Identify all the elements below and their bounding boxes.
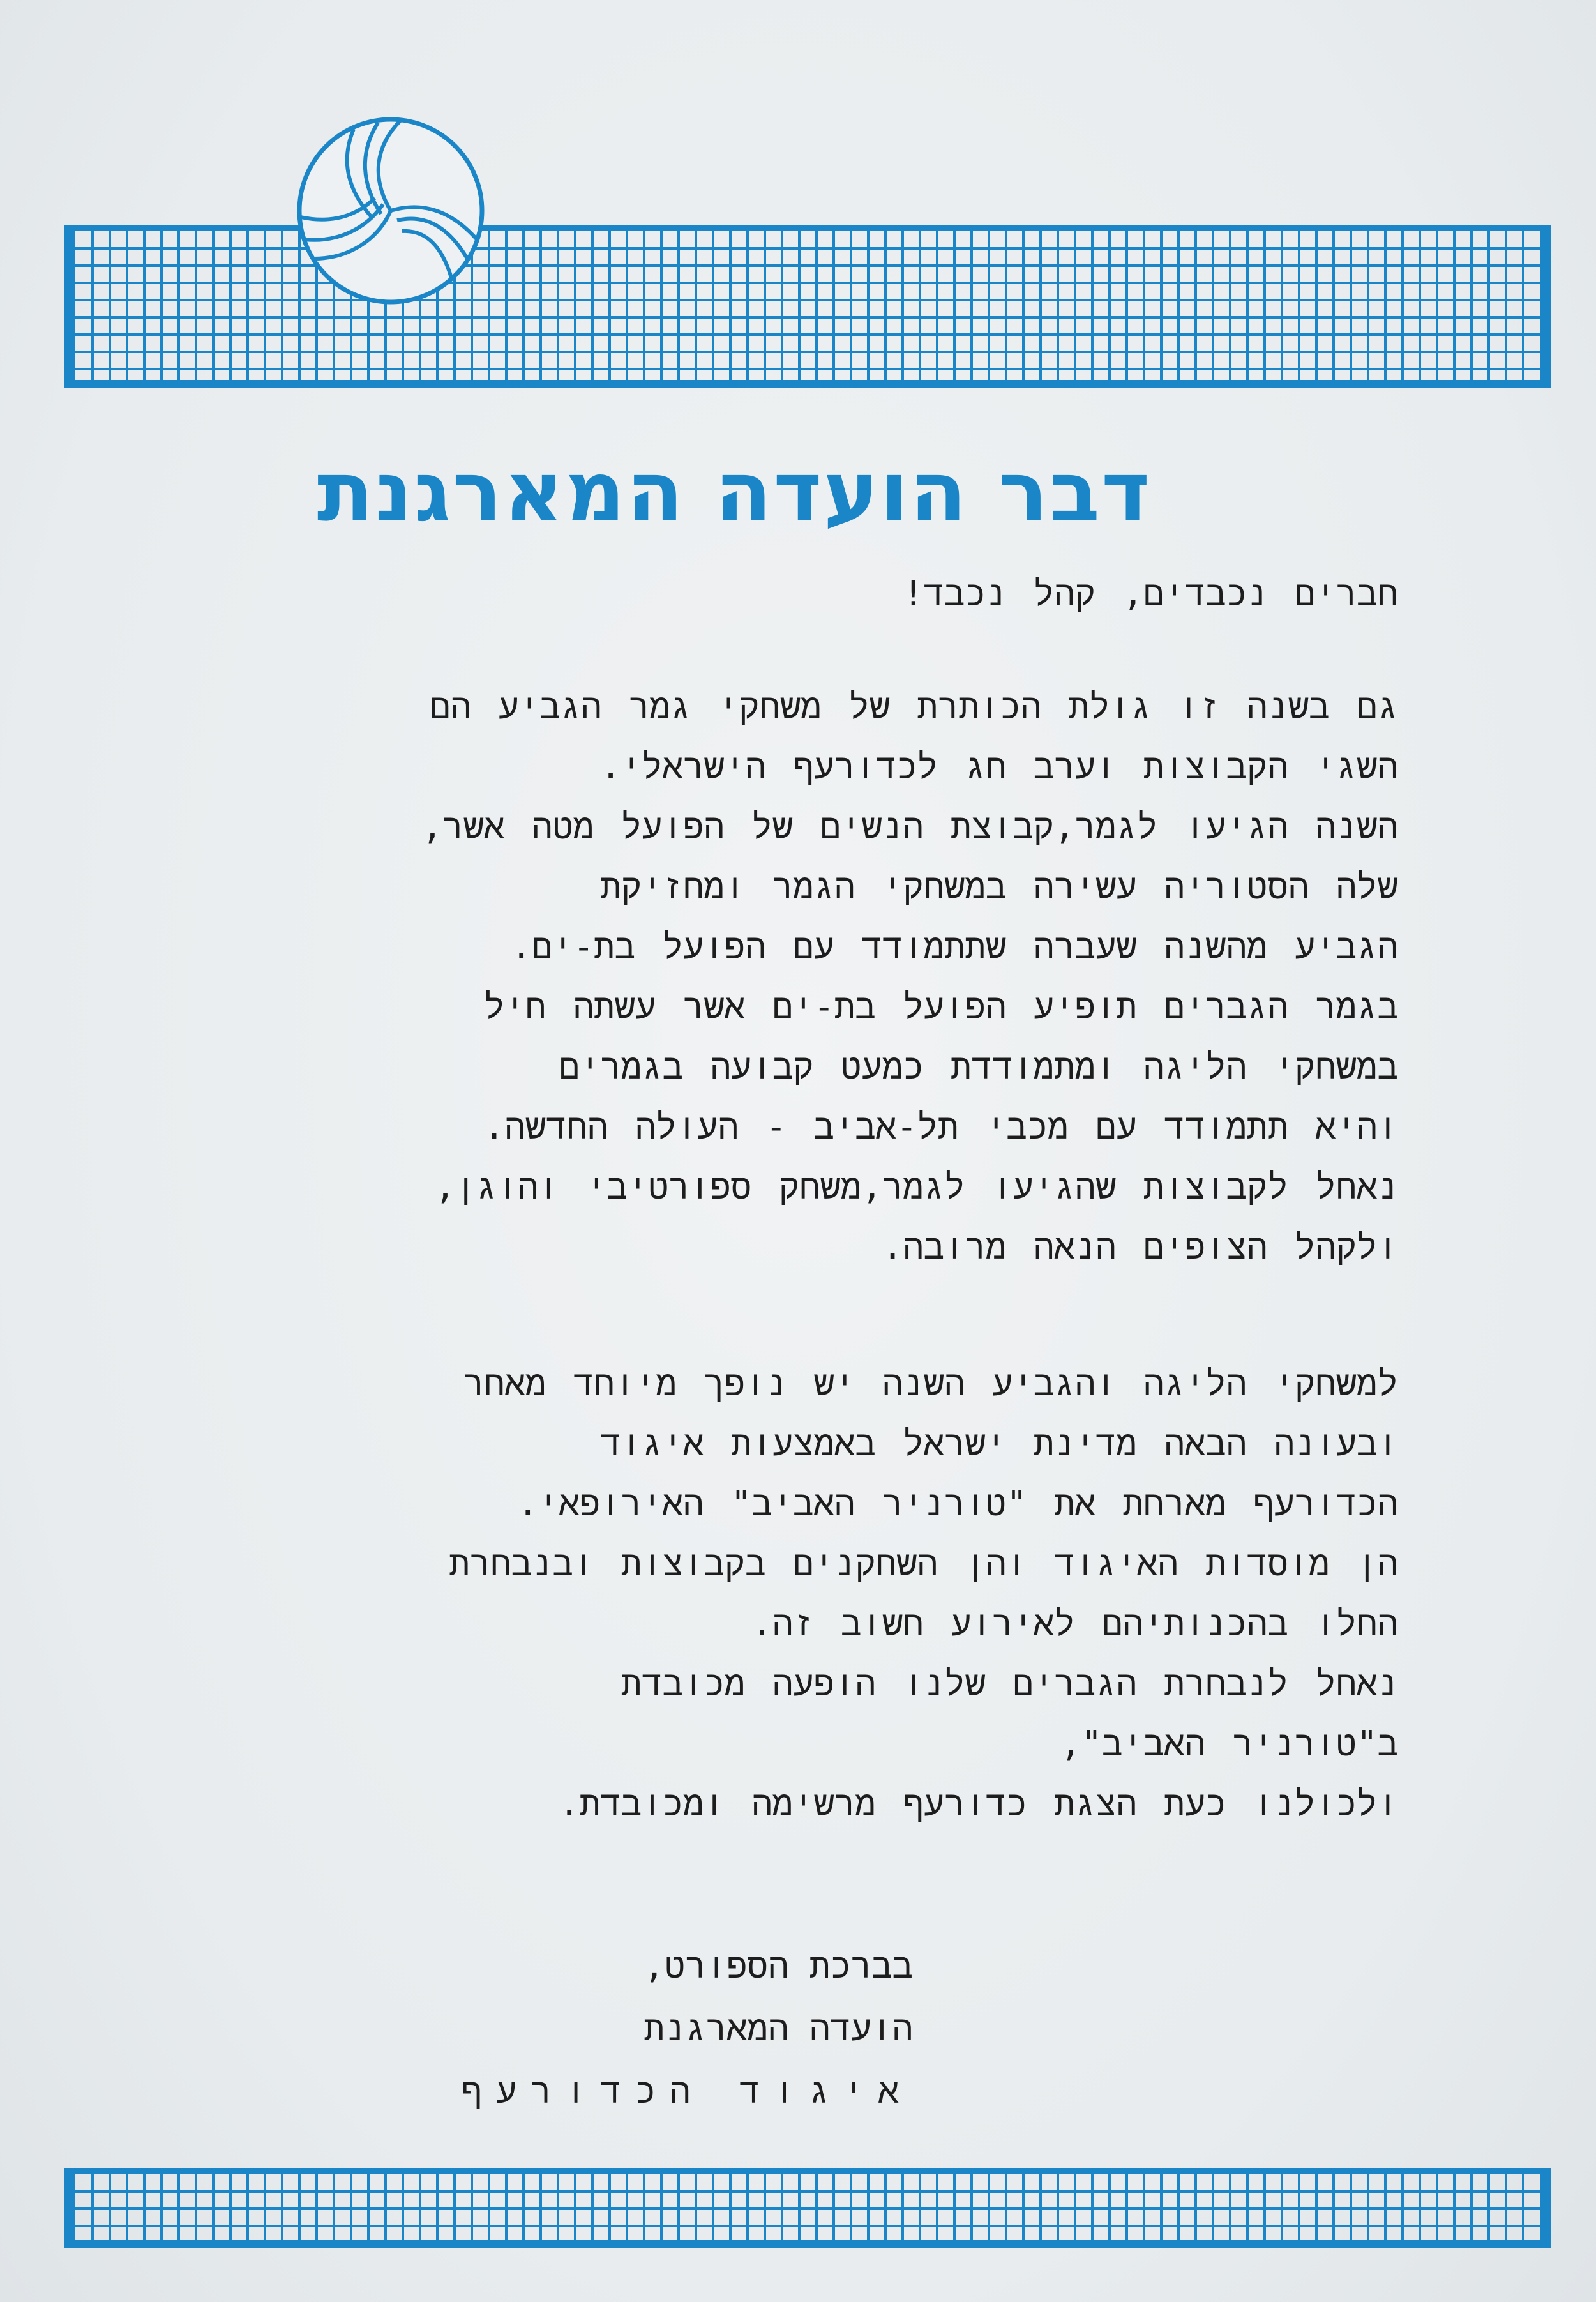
signature-closing: בברכת הספורט,	[644, 1946, 913, 1986]
letter-paragraph-2	[262, 1354, 1398, 1834]
text-line: במשחקי הליגה ומתמודדת כמעט קבועה בגמרים	[559, 1047, 1398, 1087]
text-line: ולכולנו כעת הצגת כדורעף מרשימה ומכובדת.	[559, 1783, 1398, 1824]
volleyball-icon	[295, 115, 486, 307]
signature-committee: הועדה המארגנת	[644, 2008, 913, 2048]
net-pattern-icon	[64, 225, 1551, 388]
text-line: בגמר הגברים תופיע הפועל בת-ים אשר עשתה חיל	[484, 987, 1398, 1027]
text-line: הן מוסדות האיגוד והן השחקנים בקבוצות ובנבחרת	[449, 1543, 1398, 1584]
text-line: הכדורעף מארחת את "טורניר האביב" האירופאי.	[517, 1483, 1398, 1524]
text-line: נאחל לנבחרת הגברים שלנו הופעה מכובדת	[621, 1663, 1398, 1704]
net-banner-bottom	[64, 2168, 1551, 2248]
page-title: דבר הועדה המארגנת	[317, 443, 1152, 540]
text-line: נאחל לקבוצות שהגיעו לגמר,משחק ספורטיבי והוגן,	[435, 1167, 1398, 1207]
text-line: שלה הסטוריה עשירה במשחקי הגמר ומחזיקת	[600, 867, 1398, 907]
text-line: החלו בהכנותיהם לאירוע חשוב זה.	[751, 1603, 1398, 1644]
net-pattern-icon	[64, 2168, 1551, 2248]
text-line: למשחקי הליגה והגביע השנה יש נופך מיוחד מאחר	[463, 1363, 1398, 1404]
letter-paragraph-1	[262, 677, 1398, 1277]
text-line: ולקהל הצופים הנאה מרובה.	[882, 1227, 1398, 1267]
text-line: ב"טורניר האביב",	[1060, 1723, 1398, 1764]
greeting: חברים נכבדים, קהל נכבד!	[903, 573, 1398, 614]
signature-organization: איגוד הכדורעף	[461, 2071, 913, 2111]
text-line: הגביע מהשנה שעברה שתתמודד עם הפועל בת-ים.	[511, 927, 1398, 967]
text-line: השנה הגיעו לגמר,קבוצת הנשים של הפועל מטה אשר,	[421, 806, 1398, 847]
text-line: ובעונה הבאה מדינת ישראל באמצעות איגוד	[600, 1423, 1398, 1464]
text-line: גם בשנה זו גולת הכותרת של משחקי גמר הגביע הם	[430, 686, 1398, 727]
net-banner-top	[64, 225, 1551, 388]
text-line: השגי הקבוצות וערב חג לכדורעף הישראלי.	[600, 746, 1398, 787]
text-line: והיא תתמודד עם מכבי תל-אביב - העולה החדשה.	[483, 1107, 1398, 1147]
signature-block	[275, 1935, 913, 2123]
